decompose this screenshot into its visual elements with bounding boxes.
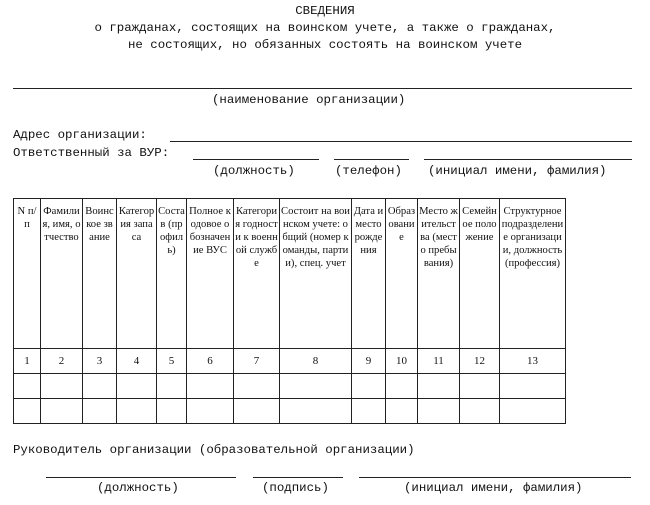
- records-table: [13, 198, 566, 424]
- column-number: 3: [83, 349, 117, 374]
- head-position-line: [46, 477, 236, 478]
- responsible-name-caption: (инициал имени, фамилия): [428, 164, 607, 178]
- table-cell[interactable]: [117, 374, 157, 399]
- column-header: Структурное подразделение организации, должность (профессия): [500, 199, 566, 349]
- table-cell[interactable]: [460, 399, 500, 424]
- head-of-organization-label: Руководитель организации (образовательной организации): [13, 443, 415, 457]
- column-number-row: [14, 349, 566, 374]
- column-number: 6: [187, 349, 234, 374]
- table-cell[interactable]: [352, 399, 386, 424]
- table-cell[interactable]: [14, 374, 41, 399]
- column-number: 8: [280, 349, 352, 374]
- column-header: N п/п: [14, 199, 41, 349]
- column-number: 5: [157, 349, 187, 374]
- table-cell[interactable]: [14, 399, 41, 424]
- head-signature-caption: (подпись): [262, 481, 329, 495]
- column-number: 13: [500, 349, 566, 374]
- organization-name-caption: (наименование организации): [212, 93, 406, 107]
- table-cell[interactable]: [41, 374, 83, 399]
- document-subtitle-line-1: о гражданах, состоящих на воинском учете, а также о гражданах,: [94, 21, 556, 35]
- organization-name-line: [13, 88, 632, 89]
- table-cell[interactable]: [386, 399, 418, 424]
- table-cell[interactable]: [500, 374, 566, 399]
- column-number: 9: [352, 349, 386, 374]
- table-cell[interactable]: [352, 374, 386, 399]
- column-header: Полное кодовое обозначение ВУС: [187, 199, 234, 349]
- column-header: Фамилия, имя, отчество: [41, 199, 83, 349]
- table-cell[interactable]: [187, 399, 234, 424]
- column-header: Место жительства (место пребывания): [418, 199, 460, 349]
- table-cell[interactable]: [234, 399, 280, 424]
- column-number: 7: [234, 349, 280, 374]
- table-cell[interactable]: [418, 374, 460, 399]
- table-cell[interactable]: [41, 399, 83, 424]
- table-header-row: [14, 199, 566, 349]
- table-row: [14, 374, 566, 399]
- document-title: СВЕДЕНИЯ: [295, 4, 355, 18]
- table-cell[interactable]: [83, 399, 117, 424]
- table-row: [14, 399, 566, 424]
- column-header: Состав (профиль): [157, 199, 187, 349]
- responsible-label: Ответственный за ВУР:: [13, 146, 170, 160]
- column-header: Состоит на воинском учете: общий (номер команды, партии), спец. учет: [280, 199, 352, 349]
- responsible-name-line: [424, 159, 632, 160]
- column-number: 10: [386, 349, 418, 374]
- table-cell[interactable]: [117, 399, 157, 424]
- table-cell[interactable]: [83, 374, 117, 399]
- column-header: Категория годности к военной службе: [234, 199, 280, 349]
- table-cell[interactable]: [386, 374, 418, 399]
- responsible-phone-line: [334, 159, 409, 160]
- table-cell[interactable]: [234, 374, 280, 399]
- column-header: Образование: [386, 199, 418, 349]
- column-header: Дата и место рождения: [352, 199, 386, 349]
- table-cell[interactable]: [500, 399, 566, 424]
- column-number: 12: [460, 349, 500, 374]
- head-name-caption: (инициал имени, фамилия): [404, 481, 583, 495]
- responsible-position-caption: (должность): [213, 164, 295, 178]
- column-number: 11: [418, 349, 460, 374]
- head-name-line: [359, 477, 631, 478]
- responsible-phone-caption: (телефон): [335, 164, 402, 178]
- column-number: 4: [117, 349, 157, 374]
- table-cell[interactable]: [280, 374, 352, 399]
- column-header: Категория запаса: [117, 199, 157, 349]
- head-position-caption: (должность): [97, 481, 179, 495]
- head-signature-line: [253, 477, 343, 478]
- column-number: 1: [14, 349, 41, 374]
- responsible-position-line: [193, 159, 319, 160]
- table-cell[interactable]: [187, 374, 234, 399]
- column-number: 2: [41, 349, 83, 374]
- table-cell[interactable]: [418, 399, 460, 424]
- address-label: Адрес организации:: [13, 128, 147, 142]
- table-cell[interactable]: [157, 374, 187, 399]
- column-header: Семейное положение: [460, 199, 500, 349]
- table-cell[interactable]: [280, 399, 352, 424]
- column-header: Воинское звание: [83, 199, 117, 349]
- table-cell[interactable]: [460, 374, 500, 399]
- document-subtitle-line-2: не состоящих, но обязанных состоять на воинском учете: [127, 38, 523, 52]
- address-line: [170, 141, 632, 142]
- table-cell[interactable]: [157, 399, 187, 424]
